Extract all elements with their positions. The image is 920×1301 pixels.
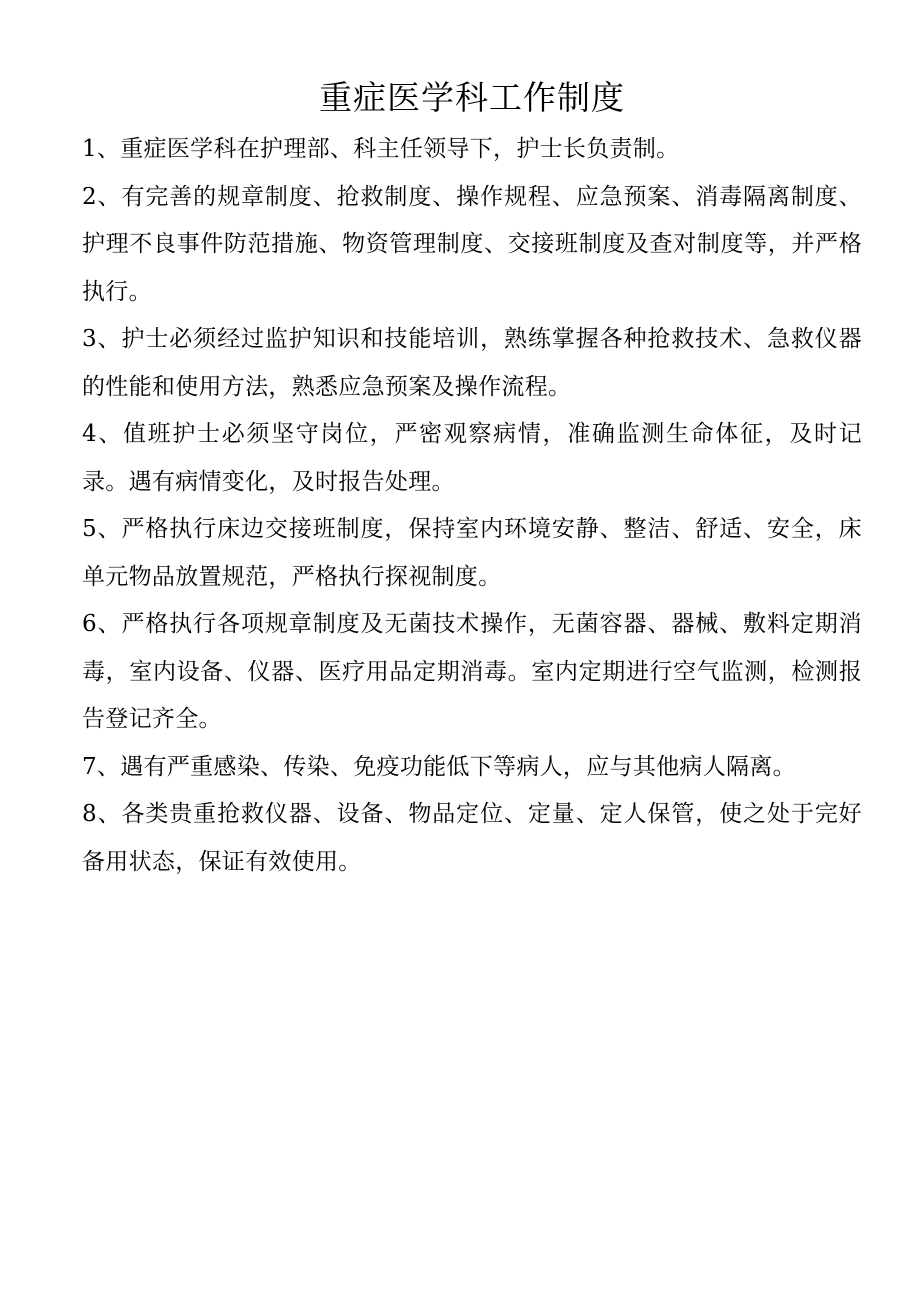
regulation-item-2: 2、有完善的规章制度、抢救制度、操作规程、应急预案、消毒隔离制度、护理不良事件防范措施、物资管理制度、交接班制度及查对制度等，并严格执行。	[82, 183, 862, 305]
regulation-item-5: 5、严格执行床边交接班制度，保持室内环境安静、整洁、舒适、安全，床单元物品放置规范，严格执行探视制度。	[82, 516, 862, 590]
regulation-list	[82, 126, 862, 886]
regulation-item-4: 4、值班护士必须坚守岗位，严密观察病情，准确监测生命体征，及时记录。遇有病情变化，及时报告处理。	[82, 421, 862, 495]
regulation-item-1: 1、重症医学科在护理部、科主任领导下，护士长负责制。	[82, 136, 680, 162]
regulation-item-6: 6、严格执行各项规章制度及无菌技术操作，无菌容器、器械、敷料定期消毒，室内设备、仪器、医疗用品定期消毒。室内定期进行空气监测，检测报告登记齐全。	[82, 611, 862, 732]
regulation-item-3: 3、护士必须经过监护知识和技能培训，熟练掌握各种抢救技术、急救仪器的性能和使用方法，熟悉应急预案及操作流程。	[82, 326, 862, 400]
document-title: 重症医学科工作制度	[319, 78, 625, 117]
regulation-item-8: 8、各类贵重抢救仪器、设备、物品定位、定量、定人保管，使之处于完好备用状态，保证有效使用。	[82, 801, 862, 875]
regulation-item-7: 7、遇有严重感染、传染、免疫功能低下等病人，应与其他病人隔离。	[82, 753, 796, 780]
